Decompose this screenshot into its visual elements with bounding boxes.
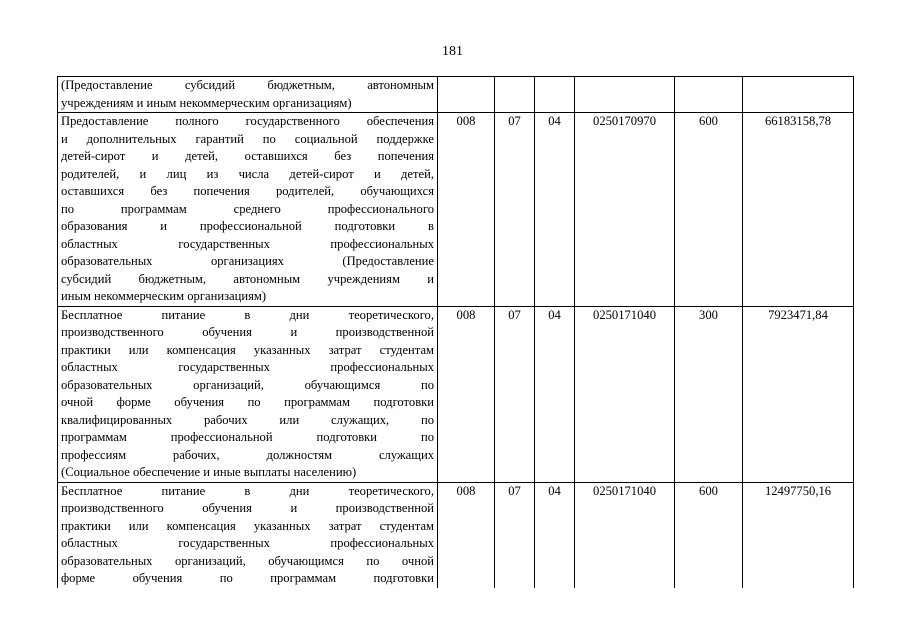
description-line: (Социальное обеспечение и иные выплаты населению) bbox=[61, 465, 357, 479]
section-code bbox=[495, 77, 535, 113]
expense-description bbox=[58, 77, 438, 113]
description-line: форме обучения по программам подготовки bbox=[61, 571, 434, 585]
description-line: (Предоставление субсидий бюджетным, автономным bbox=[61, 78, 434, 92]
expense-kind-code: 600 bbox=[675, 113, 743, 307]
ministry-code: 008 bbox=[438, 113, 495, 307]
expense-description bbox=[58, 113, 438, 307]
subsection-code: 04 bbox=[535, 482, 575, 588]
section-code: 07 bbox=[495, 306, 535, 482]
expense-description bbox=[58, 306, 438, 482]
subsection-code bbox=[535, 77, 575, 113]
table-row bbox=[58, 77, 854, 113]
description-line: родителей, и лиц из числа детей-сирот и детей, bbox=[61, 166, 434, 181]
description-line: учреждениям и иным некоммерческим организациям) bbox=[61, 95, 352, 110]
table-row bbox=[58, 113, 854, 307]
description-line: квалифицированных рабочих или служащих, по bbox=[61, 412, 434, 427]
table-row bbox=[58, 306, 854, 482]
amount-value: 12497750,16 bbox=[743, 482, 854, 588]
description-line: образовательных организациях (Предоставление bbox=[61, 254, 434, 268]
description-line: профессиям рабочих, должностям служащих bbox=[61, 447, 434, 462]
description-line: образовательных организаций, обучающимся по очной bbox=[61, 553, 434, 568]
description-line: образовательных организаций, обучающимся по bbox=[61, 377, 434, 392]
target-article-code bbox=[575, 77, 675, 113]
description-line: оставшихся без попечения родителей, обучающихся bbox=[61, 184, 434, 198]
description-line: образования и профессиональной подготовки в bbox=[61, 219, 434, 233]
description-line: по программам среднего профессионального bbox=[61, 201, 434, 216]
description-line: областных государственных профессиональных bbox=[61, 360, 434, 374]
description-line: практики или компенсация указанных затрат студентам bbox=[61, 518, 434, 533]
expense-kind-code bbox=[675, 77, 743, 113]
ministry-code bbox=[438, 77, 495, 113]
subsection-code: 04 bbox=[535, 306, 575, 482]
budget-table bbox=[57, 76, 854, 588]
description-line: детей-сирот и детей, оставшихся без попечения bbox=[61, 149, 434, 163]
description-line: областных государственных профессиональных bbox=[61, 236, 434, 251]
description-line: областных государственных профессиональных bbox=[61, 536, 434, 550]
amount-value: 7923471,84 bbox=[743, 306, 854, 482]
description-line: Бесплатное питание в дни теоретического, bbox=[61, 307, 434, 322]
ministry-code: 008 bbox=[438, 482, 495, 588]
description-line: практики или компенсация указанных затрат студентам bbox=[61, 342, 434, 357]
target-article-code: 0250170970 bbox=[575, 113, 675, 307]
target-article-code: 0250171040 bbox=[575, 306, 675, 482]
description-line: производственного обучения и производственной bbox=[61, 325, 434, 339]
section-code: 07 bbox=[495, 113, 535, 307]
description-line: иным некоммерческим организациям) bbox=[61, 289, 267, 303]
description-line: Предоставление полного государственного обеспечения bbox=[61, 114, 434, 128]
ministry-code: 008 bbox=[438, 306, 495, 482]
description-line: производственного обучения и производственной bbox=[61, 501, 434, 515]
description-line: очной форме обучения по программам подготовки bbox=[61, 395, 434, 409]
page-number: 181 bbox=[442, 44, 463, 59]
description-line: и дополнительных гарантий по социальной поддержке bbox=[61, 131, 434, 146]
amount-value: 66183158,78 bbox=[743, 113, 854, 307]
table-row bbox=[58, 482, 854, 588]
expense-description bbox=[58, 482, 438, 588]
description-line: программам профессиональной подготовки по bbox=[61, 430, 434, 444]
description-line: Бесплатное питание в дни теоретического, bbox=[61, 483, 434, 498]
target-article-code: 0250171040 bbox=[575, 482, 675, 588]
description-line: субсидий бюджетным, автономным учреждениям и bbox=[61, 271, 434, 286]
amount-value bbox=[743, 77, 854, 113]
section-code: 07 bbox=[495, 482, 535, 588]
subsection-code: 04 bbox=[535, 113, 575, 307]
expense-kind-code: 300 bbox=[675, 306, 743, 482]
expense-kind-code: 600 bbox=[675, 482, 743, 588]
